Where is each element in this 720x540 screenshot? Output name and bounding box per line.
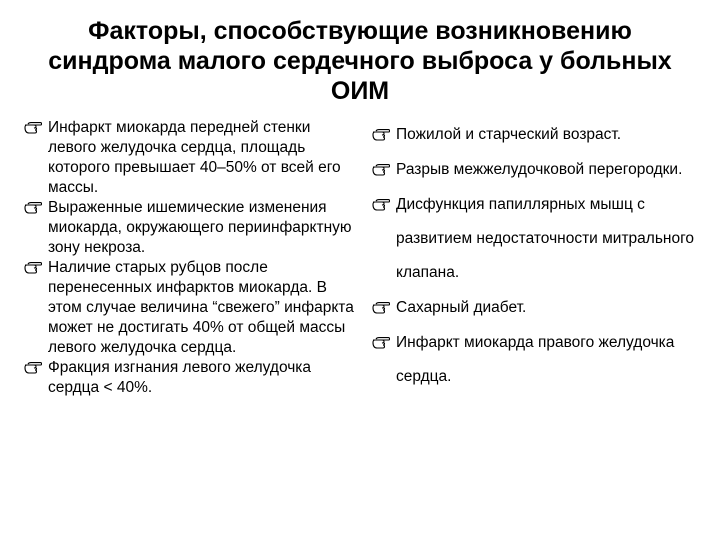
list-item-text: Дисфункция папиллярных мышц с развитием недостаточности митрального клапана.: [396, 196, 695, 281]
pointing-hand-icon: [372, 336, 390, 349]
list-item: [24, 198, 354, 258]
list-item: [372, 153, 702, 187]
list-item-text: Разрыв межжелудочковой перегородки.: [396, 161, 683, 178]
pointing-hand-icon: [24, 201, 42, 214]
list-item: [372, 326, 702, 394]
pointing-hand-icon: [372, 198, 390, 211]
list-item: [372, 188, 702, 290]
pointing-hand-icon: [372, 128, 390, 141]
list-item-text: Инфаркт миокарда правого желудочка сердца.: [396, 334, 675, 385]
list-item: [372, 291, 702, 325]
list-item-text: Инфаркт миокарда передней стенки левого желудочка сердца, площадь которого превышает 40–50% от всей его массы.: [48, 119, 341, 196]
list-item: [24, 118, 354, 198]
pointing-hand-icon: [24, 361, 42, 374]
list-item-text: Наличие старых рубцов после перенесенных инфарктов миокарда. В этом случае величина “свежего” инфаркта может не достигать 40% от общей массы левого желудочка сердца.: [48, 259, 354, 356]
list-item-text: Пожилой и старческий возраст.: [396, 126, 622, 143]
list-item: [24, 258, 354, 358]
list-item-text: Выраженные ишемические изменения миокарда, окружающего периинфарктную зону некроза.: [48, 199, 352, 256]
slide-title: Факторы, способствующие возникновению синдрома малого сердечного выброса у больных ОИМ: [48, 17, 672, 105]
pointing-hand-icon: [372, 301, 390, 314]
list-item: [372, 118, 702, 152]
list-item-text: Фракция изгнания левого желудочка сердца < 40%.: [48, 359, 312, 396]
pointing-hand-icon: [24, 261, 42, 274]
pointing-hand-icon: [372, 163, 390, 176]
list-item: [24, 358, 354, 398]
left-factor-list: [24, 118, 354, 398]
right-factor-list: [372, 118, 702, 395]
pointing-hand-icon: [24, 121, 42, 134]
list-item-text: Сахарный диабет.: [396, 299, 527, 316]
